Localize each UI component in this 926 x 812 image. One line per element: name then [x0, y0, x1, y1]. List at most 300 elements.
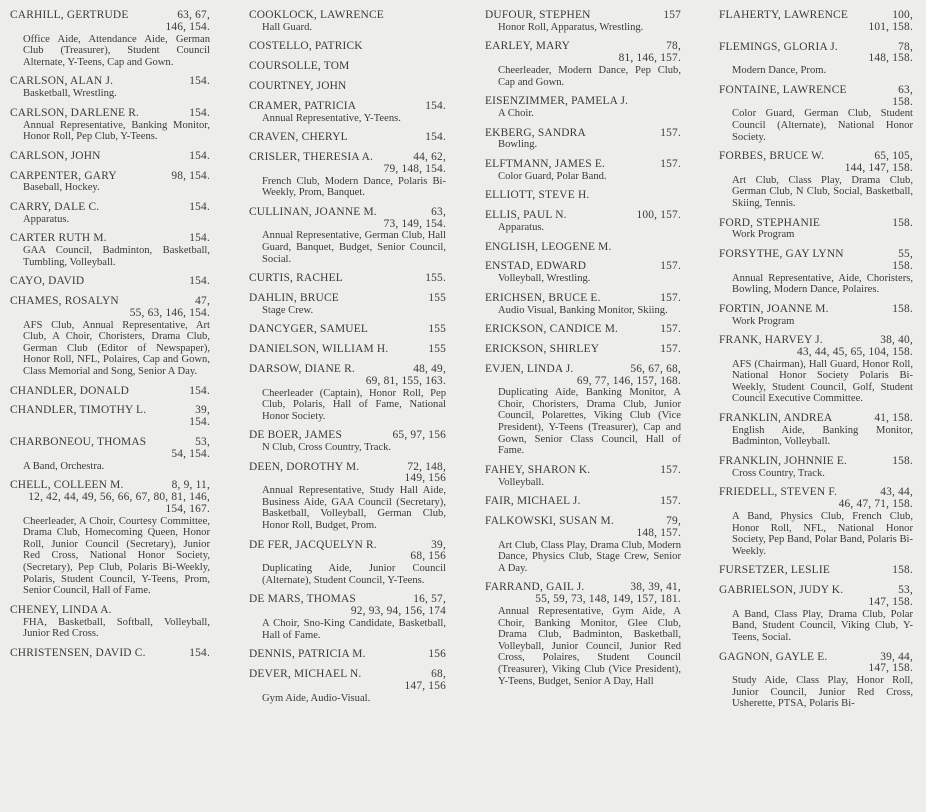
- index-entry: [10, 437, 210, 472]
- student-name: FAIR, MICHAEL J.: [485, 495, 581, 508]
- entry-heading: [10, 405, 210, 417]
- student-name: ERICHSEN, BRUCE E.: [485, 291, 601, 304]
- entry-heading: [485, 324, 681, 336]
- index-column-1: [10, 10, 210, 668]
- student-name: CHARBONEOU, THOMAS: [10, 436, 147, 449]
- student-name: CARTER RUTH M.: [10, 232, 107, 245]
- index-entry: [10, 386, 210, 398]
- page-numbers: 154.: [189, 75, 210, 88]
- index-entry: [249, 364, 446, 422]
- student-name: CHANDLER, DONALD: [10, 384, 129, 397]
- page-numbers: 157.: [660, 463, 681, 476]
- entry-heading: [249, 344, 446, 356]
- entry-heading: [485, 210, 681, 222]
- activities-list: Basketball, Wrestling.: [23, 88, 117, 100]
- activities-list: Cheerleader (Captain), Honor Roll, Pep Club, Polaris, Hall of Fame, National Honor Society.: [262, 387, 446, 422]
- activities-list: Work Program: [732, 229, 795, 241]
- entry-heading: [10, 386, 210, 398]
- activities-list: AFS (Chairman), Hall Guard, Honor Roll, National Honor Society Polaris Bi-Weekly, Student Council, Golf, Student Council Executive Committee.: [732, 358, 913, 405]
- page-numbers: 158.: [892, 564, 913, 577]
- activities-list: A Choir, Sno-King Candidate, Basketball, Hall of Fame.: [262, 618, 446, 641]
- student-name: FAHEY, SHARON K.: [485, 463, 591, 476]
- student-name: FRANK, HARVEY J.: [719, 334, 823, 347]
- entry-heading: [10, 108, 210, 120]
- page-numbers: 157.: [660, 495, 681, 508]
- page-numbers: 53,: [898, 584, 913, 597]
- activities-list: Audio Visual, Banking Monitor, Skiing.: [498, 304, 668, 316]
- entry-heading: [249, 61, 446, 73]
- page-numbers-continued: 68, 156: [410, 550, 446, 563]
- entry-heading: [485, 96, 681, 108]
- index-entry: [485, 10, 681, 33]
- index-entry: [10, 276, 210, 288]
- entry-heading: [719, 565, 913, 577]
- student-name: GAGNON, GAYLE E.: [719, 650, 828, 663]
- entry-heading: [485, 10, 681, 22]
- index-entry: [719, 218, 913, 241]
- index-entry: [485, 128, 681, 151]
- page-numbers: 157.: [660, 291, 681, 304]
- page-numbers: 100,: [892, 9, 913, 21]
- activities-list: Annual Representative, Aide, Choristers, Bowling, Modern Dance, Polaires.: [732, 272, 913, 296]
- index-entry: [249, 273, 446, 285]
- student-name: DUFOUR, STEPHEN: [485, 9, 591, 21]
- page-numbers: 157.: [660, 157, 681, 170]
- activities-list: Hall Guard.: [262, 21, 313, 33]
- student-name: FORBES, BRUCE W.: [719, 150, 825, 163]
- entry-heading: [249, 273, 446, 285]
- index-entry: [249, 207, 446, 265]
- page-numbers: 158.: [892, 302, 913, 315]
- page-numbers-continued: 148, 157.: [636, 526, 681, 539]
- student-name: CAYO, DAVID: [10, 275, 85, 288]
- page-numbers: 78,: [898, 40, 913, 53]
- student-name: FONTAINE, LAWRENCE: [719, 83, 847, 96]
- activities-list: Color Guard, Polar Band.: [498, 170, 607, 182]
- activities-list: Cheerleader, A Choir, Courtesy Committee, Drama Club, Homecoming Queen, Honor Roll, Junior Council (Secretary), Junior Red Cross, National Honor Society, (Secretary), Pep Club, Polaris Bi-Weekly, Polaris, Student Council, Y-Teens, Prom, Senior Council, Hall of Fame.: [23, 515, 210, 597]
- entry-heading: [249, 132, 446, 144]
- index-entry: [249, 132, 446, 144]
- index-entry: [719, 335, 913, 405]
- page-numbers-continued: 54, 154.: [171, 447, 210, 460]
- page-numbers: 48, 49,: [413, 362, 446, 375]
- index-entry: [10, 605, 210, 640]
- index-entry: [719, 85, 913, 143]
- activities-list: Duplicating Aide, Junior Council (Alternate), Student Council, Y-Teens.: [262, 563, 446, 586]
- page-numbers: 72, 148,: [407, 460, 446, 473]
- page-numbers: 55,: [898, 247, 913, 260]
- page-numbers: 39,: [431, 538, 446, 551]
- entry-heading: [485, 261, 681, 273]
- page-numbers: 44, 62,: [413, 150, 446, 163]
- page-numbers: 154.: [189, 106, 210, 119]
- index-entry: [249, 293, 446, 316]
- entry-heading: [10, 233, 210, 245]
- index-entry: [485, 582, 681, 687]
- entry-heading: [719, 218, 913, 230]
- student-name: CARRY, DALE C.: [10, 200, 100, 213]
- index-entry: [485, 344, 681, 356]
- student-name: FARRAND, GAIL J.: [485, 581, 585, 594]
- index-entry: [249, 344, 446, 356]
- entry-heading: [249, 41, 446, 53]
- page-numbers: 157.: [660, 342, 681, 355]
- index-entry: [249, 594, 446, 641]
- student-name: ERICKSON, SHIRLEY: [485, 342, 600, 355]
- index-column-4: [719, 10, 913, 718]
- page-numbers: 16, 57,: [413, 593, 446, 606]
- page-numbers: 157.: [660, 126, 681, 139]
- activities-list: A Band, Orchestra.: [23, 460, 105, 472]
- page-numbers-continued: 81, 146, 157.: [618, 52, 681, 65]
- page-numbers: 157.: [660, 260, 681, 273]
- entry-heading: [10, 151, 210, 163]
- page-numbers-continued: 55, 63, 146, 154.: [129, 306, 210, 319]
- page-numbers: 41, 158.: [874, 412, 913, 425]
- entry-heading: [485, 128, 681, 140]
- student-name: DANCYGER, SAMUEL: [249, 323, 369, 336]
- index-entry: [485, 210, 681, 233]
- index-entry: [485, 324, 681, 336]
- student-name: FRANKLIN, JOHNNIE E.: [719, 455, 848, 468]
- student-name: FURSETZER, LESLIE: [719, 564, 830, 577]
- index-entry: [10, 480, 210, 597]
- student-name: DAHLIN, BRUCE: [249, 291, 339, 304]
- index-entry: [485, 293, 681, 316]
- page-numbers: 154.: [425, 131, 446, 144]
- activities-list: Apparatus.: [23, 213, 70, 225]
- page-numbers: 63,: [898, 83, 913, 96]
- index-entry: [10, 151, 210, 163]
- page-numbers: 47,: [195, 295, 210, 308]
- activities-list: Annual Representative, Gym Aide, A Choir, Banking Monitor, Glee Club, Drama Club, Badminton, Basketball, Volleyball, Junior Council, Junior Red Cross, Polaires, Student Council (Treasurer), Viking Club (Vice President), Y-Teens, Budget, Senior A Day, Hall: [498, 606, 681, 687]
- page-numbers: 98, 154.: [171, 169, 210, 182]
- page-numbers: 53,: [195, 436, 210, 449]
- page-numbers: 39,: [195, 404, 210, 417]
- entry-heading: [719, 413, 913, 425]
- page-numbers: 154.: [189, 384, 210, 397]
- student-name: CULLINAN, JOANNE M.: [249, 205, 377, 218]
- page-numbers-continued: 158.: [892, 259, 913, 272]
- page-numbers-continued: 147, 158.: [868, 596, 913, 608]
- index-entry: [249, 324, 446, 336]
- page-numbers-continued: 92, 93, 94, 156, 174: [350, 605, 446, 618]
- index-entry: [719, 487, 913, 557]
- index-entry: [485, 465, 681, 488]
- activities-list: GAA Council, Badminton, Basketball, Tumbling, Volleyball.: [23, 245, 210, 268]
- index-entry: [485, 159, 681, 182]
- student-name: CRAMER, PATRICIA: [249, 99, 357, 112]
- activities-list: Art Club, Class Play, Drama Club, Modern Dance, Physics Club, Stage Crew, Senior A Day.: [498, 539, 681, 574]
- index-entry: [249, 430, 446, 453]
- activities-list: Volleyball.: [498, 476, 545, 488]
- page-numbers-continued: 101, 158.: [868, 20, 913, 33]
- index-entry: [719, 151, 913, 209]
- student-name: COURSOLLE, TOM: [249, 60, 350, 73]
- page-numbers: 65, 105,: [874, 150, 913, 163]
- activities-list: French Club, Modern Dance, Polaris Bi-Weekly, Prom, Banquet.: [262, 175, 446, 199]
- activities-list: Annual Representative, Banking Monitor, Honor Roll, Pep Club, Y-Teens.: [23, 119, 210, 143]
- student-name: CARHILL, GERTRUDE: [10, 9, 129, 21]
- index-entry: [10, 648, 210, 660]
- activities-list: Bowling.: [498, 139, 538, 151]
- student-name: COSTELLO, PATRICK: [249, 40, 363, 53]
- activities-list: N Club, Cross Country, Track.: [262, 442, 392, 454]
- page-numbers: 8, 9, 11,: [171, 479, 210, 492]
- index-entry: [10, 296, 210, 378]
- page-numbers: 154.: [189, 646, 210, 659]
- entry-heading: [10, 276, 210, 288]
- student-name: CARLSON, DARLENE R.: [10, 106, 140, 119]
- page-numbers: 38, 40,: [880, 334, 913, 347]
- student-name: DENNIS, PATRICIA M.: [249, 648, 366, 661]
- page-numbers: 158.: [892, 216, 913, 229]
- page-numbers: 154.: [189, 200, 210, 213]
- index-entry: [485, 516, 681, 574]
- page-numbers-continued: 158.: [892, 95, 913, 108]
- entry-heading: [10, 648, 210, 660]
- page-numbers: 38, 39, 41,: [630, 581, 681, 594]
- activities-list: Color Guard, German Club, Student Council (Alternate), National Honor Society.: [732, 108, 913, 143]
- index-entry: [719, 304, 913, 327]
- page-numbers: 154.: [189, 275, 210, 288]
- page-numbers-continued: 46, 47, 71, 158.: [838, 498, 913, 511]
- student-name: FALKOWSKI, SUSAN M.: [485, 515, 614, 528]
- index-entry: [249, 669, 446, 704]
- entry-heading: [485, 293, 681, 305]
- index-entry: [719, 565, 913, 577]
- student-name: DEEN, DOROTHY M.: [249, 460, 360, 473]
- student-name: ERICKSON, CANDICE M.: [485, 323, 619, 336]
- entry-heading: [719, 85, 913, 97]
- page-numbers: 155: [428, 343, 446, 356]
- student-name: FRANKLIN, ANDREA: [719, 412, 833, 425]
- page-numbers-continued: 146, 154.: [165, 20, 210, 33]
- index-entry: [485, 496, 681, 508]
- student-name: CHAMES, ROSALYN: [10, 295, 119, 308]
- student-name: EVJEN, LINDA J.: [485, 362, 574, 375]
- student-name: CARPENTER, GARY: [10, 169, 117, 182]
- page-numbers: 158.: [892, 455, 913, 468]
- page-numbers-continued: 69, 77, 146, 157, 168.: [576, 374, 681, 387]
- index-entry: [249, 101, 446, 124]
- student-name: CURTIS, RACHEL: [249, 272, 343, 285]
- student-name: EARLEY, MARY: [485, 40, 571, 53]
- index-column-3: [485, 10, 681, 695]
- student-name: ELLIOTT, STEVE H.: [485, 189, 590, 202]
- student-name: COURTNEY, JOHN: [249, 79, 347, 92]
- entry-heading: [719, 304, 913, 316]
- student-name: FLEMINGS, GLORIA J.: [719, 40, 838, 53]
- index-entry: [249, 649, 446, 661]
- activities-list: FHA, Basketball, Softball, Volleyball, Junior Red Cross.: [23, 616, 210, 640]
- page-numbers-continued: 147, 158.: [868, 662, 913, 675]
- index-entry: [249, 462, 446, 532]
- student-name: CARLSON, ALAN J.: [10, 75, 114, 88]
- activities-list: Duplicating Aide, Banking Monitor, A Choir, Choristers, Drama Club, Junior Council, Polarettes, Viking Club (Vice President), Y-Teens (Treasurer), Cap and Gown, Senior Class Council, Hall of Fame.: [498, 387, 681, 457]
- activities-list: Apparatus.: [498, 221, 545, 233]
- page-numbers-continued: 55, 59, 73, 148, 149, 157, 181.: [535, 593, 681, 606]
- student-name: ELLIS, PAUL N.: [485, 209, 567, 222]
- index-entry: [249, 61, 446, 73]
- entry-heading: [249, 101, 446, 113]
- index-entry: [249, 81, 446, 93]
- page-numbers-continued: 43, 44, 45, 65, 104, 158.: [796, 345, 913, 358]
- index-entry: [10, 405, 210, 429]
- activities-list: Cross Country, Track.: [732, 467, 825, 479]
- student-name: DARSOW, DIANE R.: [249, 362, 355, 375]
- activities-list: A Band, Physics Club, French Club, Honor Roll, NFL, National Honor Society, Pep Band, Polar Band, Polaris Bi-Weekly.: [732, 511, 913, 557]
- index-entry: [249, 10, 446, 33]
- index-entry: [10, 10, 210, 68]
- activities-list: A Choir.: [498, 107, 534, 119]
- activities-list: English Aide, Banking Monitor, Badminton, Volleyball.: [732, 424, 913, 448]
- student-name: CHENEY, LINDA A.: [10, 603, 112, 616]
- student-name: FORSYTHE, GAY LYNN: [719, 247, 844, 260]
- student-name: ENSTAD, EDWARD: [485, 260, 587, 273]
- student-name: DEVER, MICHAEL N.: [249, 668, 362, 680]
- activities-list: Baseball, Hockey.: [23, 182, 100, 194]
- entry-heading: [249, 10, 446, 22]
- index-entry: [719, 42, 913, 77]
- student-name: DE MARS, THOMAS: [249, 593, 356, 606]
- page-numbers: 155: [428, 323, 446, 336]
- entry-heading: [719, 249, 913, 261]
- index-entry: [10, 76, 210, 99]
- index-entry: [10, 171, 210, 194]
- activities-list: Volleyball, Wrestling.: [498, 273, 591, 285]
- index-entry: [719, 413, 913, 448]
- entry-heading: [249, 324, 446, 336]
- entry-heading: [485, 159, 681, 171]
- index-entry: [719, 249, 913, 296]
- entry-heading: [10, 202, 210, 214]
- index-entry: [485, 190, 681, 202]
- entry-heading: [719, 456, 913, 468]
- page-numbers: 43, 44,: [880, 486, 913, 499]
- student-name: CHANDLER, TIMOTHY L.: [10, 404, 147, 417]
- activities-list: AFS Club, Annual Representative, Art Club, A Choir, Choristers, Drama Club, German Club (Editor of Newspaper), Honor Roll, NFL, Polaires, Cap and Gown, Class Memorial and Song, Senior A Day.: [23, 319, 210, 378]
- index-entry: [485, 242, 681, 254]
- page-numbers: 155.: [425, 272, 446, 285]
- activities-list: Study Aide, Class Play, Honor Roll, Junior Council, Junior Red Cross, Usherette, PTSA, Polaris Bi-: [732, 675, 913, 710]
- page-numbers: 79,: [666, 515, 681, 528]
- student-name: ENGLISH, LEOGENE M.: [485, 240, 612, 253]
- student-name: CRAVEN, CHERYL: [249, 131, 348, 144]
- page-numbers: 154.: [425, 99, 446, 112]
- student-name: FORD, STEPHANIE: [719, 216, 821, 229]
- page-numbers-continued: 148, 158.: [868, 52, 913, 65]
- index-entry: [249, 41, 446, 53]
- index-entry: [10, 202, 210, 225]
- index-entry: [485, 96, 681, 119]
- page-numbers: 39, 44,: [880, 650, 913, 663]
- student-name: EISENZIMMER, PAMELA J.: [485, 95, 629, 108]
- activities-list: Honor Roll, Apparatus, Wrestling.: [498, 21, 644, 33]
- activities-list: Work Program: [732, 315, 795, 327]
- index-entry: [485, 41, 681, 88]
- index-entry: [10, 233, 210, 268]
- student-name: EKBERG, SANDRA: [485, 126, 586, 139]
- student-name: DANIELSON, WILLIAM H.: [249, 343, 389, 356]
- activities-list: Annual Representative, German Club, Hall Guard, Banquet, Budget, Senior Council, Social.: [262, 230, 446, 265]
- activities-list: Office Aide, Attendance Aide, German Club (Treasurer), Student Council Alternate, Y-Teens, Cap and Gown.: [23, 33, 210, 68]
- page-numbers: 155: [428, 291, 446, 304]
- page-numbers: 156: [428, 648, 446, 661]
- activities-list: Annual Representative, Y-Teens.: [262, 112, 401, 124]
- student-name: ELFTMANN, JAMES E.: [485, 157, 606, 170]
- page-numbers: 157: [663, 9, 681, 21]
- page-numbers: 154.: [189, 149, 210, 162]
- entry-heading: [485, 364, 681, 376]
- index-entry: [485, 261, 681, 284]
- page-numbers: 56, 67, 68,: [630, 362, 681, 375]
- page-numbers: 63,: [431, 205, 446, 218]
- student-name: FORTIN, JOANNE M.: [719, 302, 829, 315]
- activities-list: Annual Representative, Study Hall Aide, Business Aide, GAA Council (Secretary), Basketball, Volleyball, German Club, Honor Roll, Budget, Prom.: [262, 485, 446, 532]
- entry-heading: [485, 190, 681, 202]
- entry-heading: [249, 649, 446, 661]
- entry-heading: [485, 465, 681, 477]
- index-entry: [719, 456, 913, 479]
- student-name: CARLSON, JOHN: [10, 149, 101, 162]
- entry-heading: [485, 242, 681, 254]
- student-name: DE BOER, JAMES: [249, 429, 342, 442]
- entry-heading: [249, 364, 446, 376]
- index-entry: [719, 585, 913, 643]
- page-numbers-continued: 69, 81, 155, 163.: [365, 374, 446, 387]
- entry-heading: [10, 76, 210, 88]
- student-name: GABRIELSON, JUDY K.: [719, 584, 844, 597]
- index-entry: [485, 364, 681, 457]
- entry-heading: [249, 81, 446, 93]
- page-numbers: 154.: [189, 232, 210, 245]
- page-numbers-continued: 73, 149, 154.: [383, 217, 446, 230]
- page-numbers-continued: 79, 148, 154.: [383, 162, 446, 175]
- student-name: CHRISTENSEN, DAVID C.: [10, 646, 146, 659]
- page-numbers: 63, 67,: [177, 9, 210, 21]
- index-entry: [249, 540, 446, 587]
- page-numbers: 78,: [666, 40, 681, 53]
- entry-heading: [485, 344, 681, 356]
- page-numbers-continued: 149, 156: [404, 472, 446, 485]
- entry-heading: [485, 496, 681, 508]
- index-column-2: [249, 10, 446, 712]
- entry-heading: [249, 207, 446, 219]
- index-entry: [249, 152, 446, 199]
- entry-heading: [10, 605, 210, 617]
- page-numbers: 157.: [660, 323, 681, 336]
- student-name: CHELL, COLLEEN M.: [10, 479, 124, 492]
- student-name: DE FER, JACQUELYN R.: [249, 538, 377, 551]
- activities-list: Gym Aide, Audio-Visual.: [262, 692, 371, 704]
- student-name: COOKLOCK, LAWRENCE: [249, 9, 384, 21]
- activities-list: A Band, Class Play, Drama Club, Polar Band, Student Council, Viking Club, Y-Teens, Social.: [732, 608, 913, 643]
- entry-heading: [249, 293, 446, 305]
- page-numbers: 68,: [431, 668, 446, 680]
- activities-list: Cheerleader, Modern Dance, Pep Club, Cap and Gown.: [498, 64, 681, 88]
- index-entry: [719, 10, 913, 34]
- student-name: FRIEDELL, STEVEN F.: [719, 486, 838, 499]
- activities-list: Stage Crew.: [262, 304, 314, 316]
- student-name: FLAHERTY, LAWRENCE: [719, 9, 848, 21]
- activities-list: Art Club, Class Play, Drama Club, German Club, N Club, Social, Basketball, Skiing, Tennis.: [732, 174, 913, 209]
- index-entry: [10, 108, 210, 143]
- entry-heading: [249, 430, 446, 442]
- student-name: CRISLER, THERESIA A.: [249, 150, 374, 163]
- activities-list: Modern Dance, Prom.: [732, 65, 827, 77]
- page-numbers-continued: 12, 42, 44, 49, 56, 66, 67, 80, 81, 146, 154, 167.: [28, 491, 210, 515]
